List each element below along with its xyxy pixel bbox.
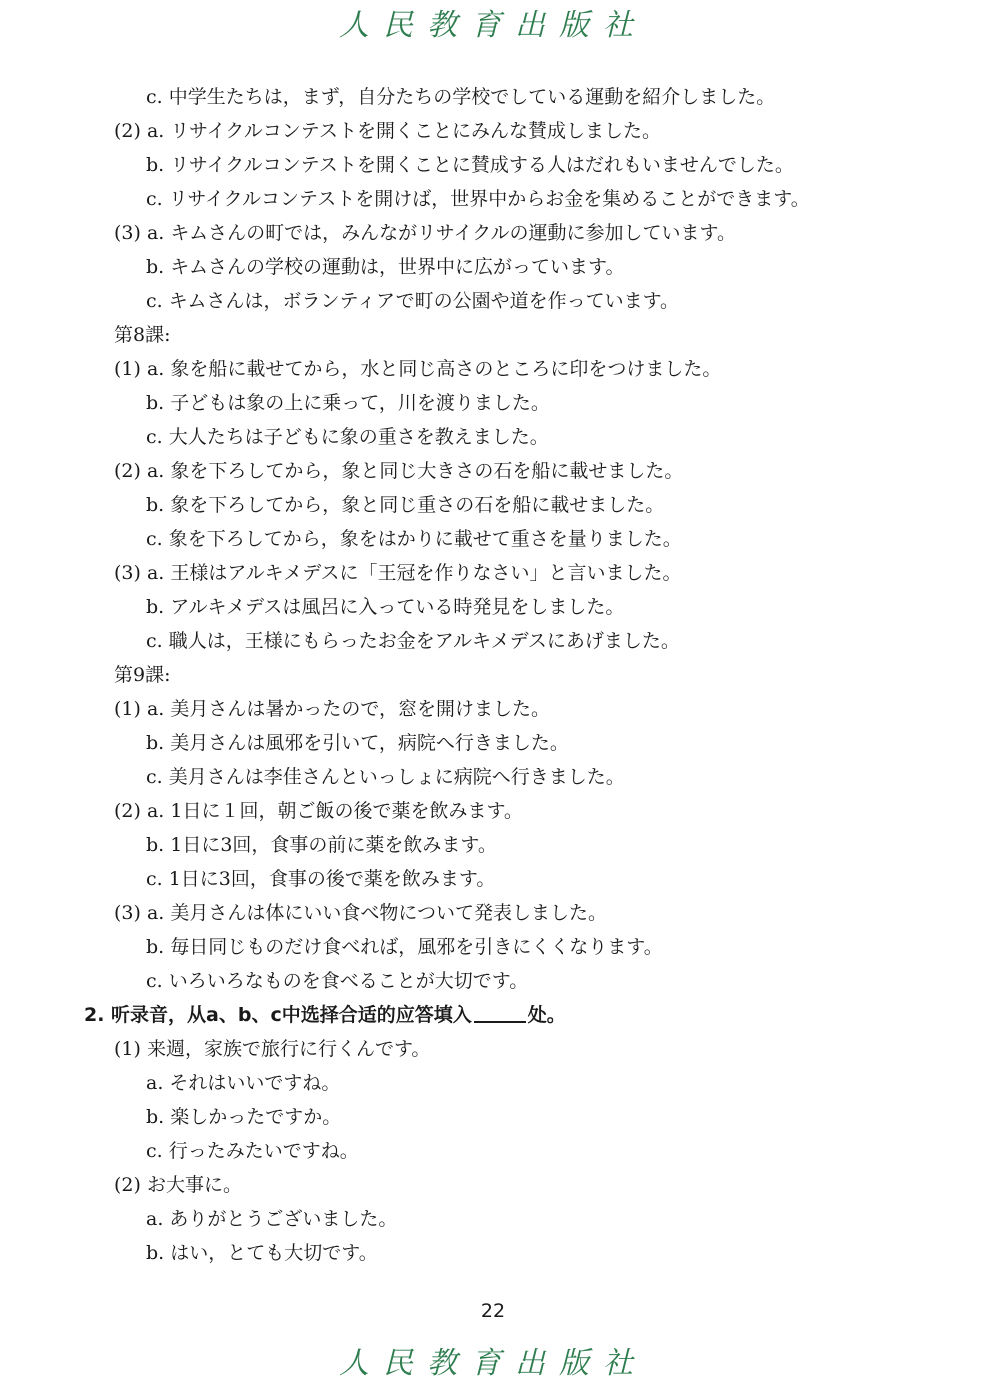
text-line: c. 大人たちは子どもに象の重さを教えました。: [146, 426, 549, 448]
text-line: b. 美月さんは風邪を引いて，病院へ行きました。: [146, 732, 569, 754]
text-line: a. ありがとうございました。: [146, 1208, 398, 1230]
text-line: b. 毎日同じものだけ食べれば，風邪を引きにくくなります。: [146, 936, 663, 958]
text-line: c. 象を下ろしてから，象をはかりに載せて重さを量りました。: [146, 528, 682, 550]
text-line: (1) a. 美月さんは暑かったので，窓を開けました。: [114, 698, 550, 720]
section-title-text: 2. 听录音，从a、b、c中选择合适的应答填入: [84, 1004, 472, 1026]
text-line: (1) 来週，家族で旅行に行くんです。: [114, 1038, 431, 1060]
text-line: c. 美月さんは李佳さんといっしょに病院へ行きました。: [146, 766, 625, 788]
page-number: 22: [480, 1300, 506, 1322]
text-line: c. 職人は，王様にもらったお金をアルキメデスにあげました。: [146, 630, 680, 652]
text-line: c. 行ったみたいですね。: [146, 1140, 359, 1162]
text-line: (3) a. キムさんの町では，みんながリサイクルの運動に参加しています。: [114, 222, 736, 244]
text-line: b. はい，とても大切です。: [146, 1242, 378, 1264]
text-line: b. キムさんの学校の運動は，世界中に広がっています。: [146, 256, 625, 278]
text-line: (1) a. 象を船に載せてから，水と同じ高さのところに印をつけました。: [114, 358, 722, 380]
text-line: c. いろいろなものを食べることが大切です。: [146, 970, 529, 992]
text-line: c. リサイクルコンテストを開けば，世界中からお金を集めることができます。: [146, 188, 810, 210]
text-line: c. キムさんは，ボランティアで町の公園や道を作っています。: [146, 290, 680, 312]
text-line: c. 1日に3回，食事の後で薬を飲みます。: [146, 868, 496, 890]
text-line: c. 中学生たちは，まず，自分たちの学校でしている運動を紹介しました。: [146, 86, 776, 108]
text-line: (3) a. 美月さんは体にいい食べ物について発表しました。: [114, 902, 607, 924]
text-line: b. アルキメデスは風呂に入っている時発見をしました。: [146, 596, 625, 618]
publisher-logo-bottom: 人民教育出版社: [339, 1346, 647, 1381]
section-title: [84, 1002, 566, 1028]
text-line: b. 子どもは象の上に乗って，川を渡りました。: [146, 392, 550, 414]
text-line: (3) a. 王様はアルキメデスに「王冠を作りなさい」と言いました。: [114, 562, 682, 584]
text-line: b. 1日に3回，食事の前に薬を飲みます。: [146, 834, 497, 856]
text-line: b. 楽しかったですか。: [146, 1106, 342, 1128]
text-line: (2) お大事に。: [114, 1174, 242, 1196]
answer-blank: [474, 1003, 526, 1023]
text-line: (2) a. リサイクルコンテストを開くことにみんな賛成しました。: [114, 120, 661, 142]
lesson-heading: 第9課:: [114, 664, 171, 686]
section-title-end: 处。: [527, 1004, 566, 1026]
text-line: (2) a. 象を下ろしてから，象と同じ大きさの石を船に載せました。: [114, 460, 684, 482]
text-line: b. リサイクルコンテストを開くことに賛成する人はだれもいませんでした。: [146, 154, 794, 176]
lesson-heading: 第8課:: [114, 324, 171, 346]
publisher-logo-top: 人民教育出版社: [339, 8, 647, 43]
text-line: b. 象を下ろしてから，象と同じ重さの石を船に載せました。: [146, 494, 665, 516]
text-line: (2) a. 1日に１回，朝ご飯の後で薬を飲みます。: [114, 800, 523, 822]
text-line: a. それはいいですね。: [146, 1072, 341, 1094]
